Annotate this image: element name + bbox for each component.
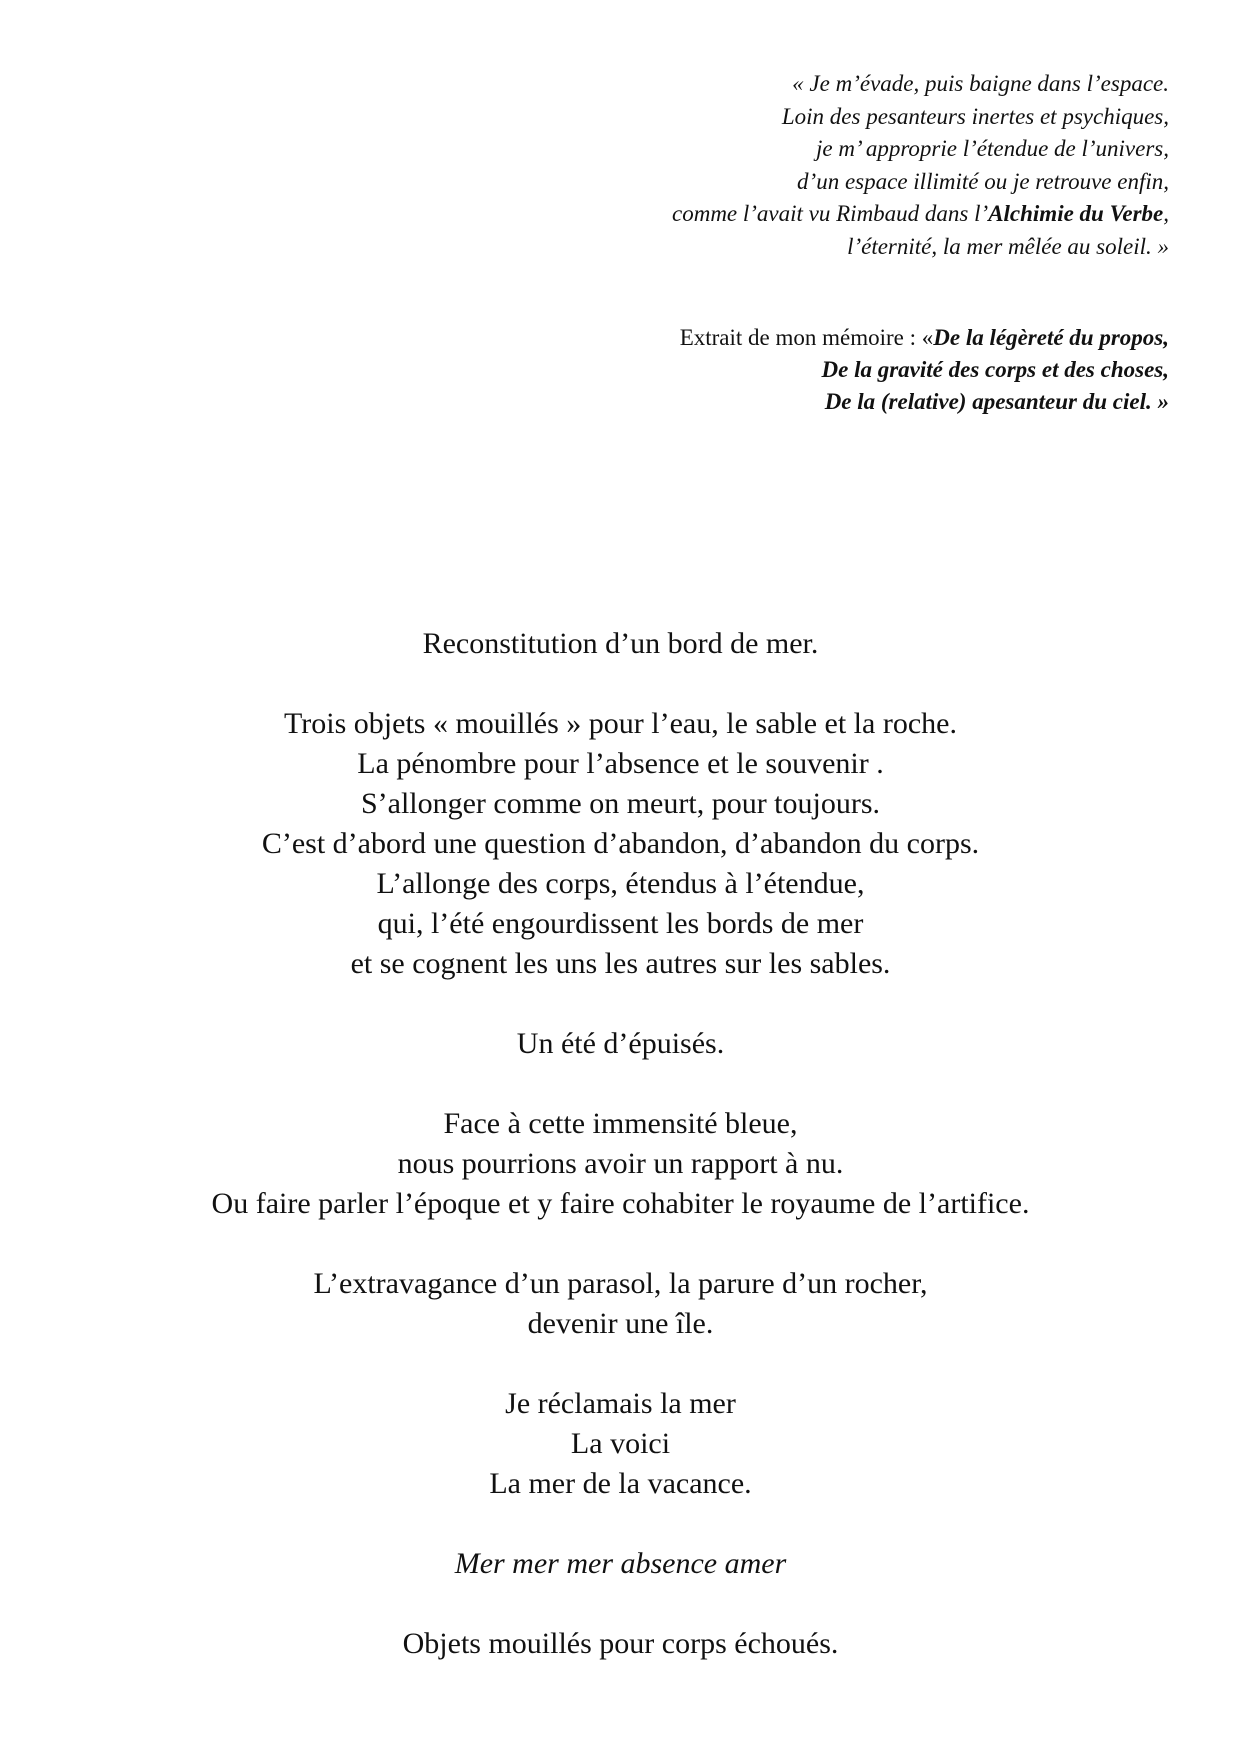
poem-line: Trois objets « mouillés » pour l’eau, le sable et la roche. <box>284 707 957 740</box>
poem-line-italic: Mer mer mer absence amer <box>454 1547 787 1580</box>
poem-stanza <box>0 1624 1241 1664</box>
poem-line: S’allonger comme on meurt, pour toujours. <box>360 787 881 820</box>
poem-heading: Reconstitution d’un bord de mer. <box>422 627 819 660</box>
poem-stanza <box>0 1104 1241 1224</box>
epigraph-line-rimbaud <box>469 198 1169 231</box>
alchimie-du-verbe-title: Alchimie du Verbe <box>988 201 1164 226</box>
poem-line: Je réclamais la mer <box>505 1387 736 1420</box>
source-title-line: De la légèreté du propos, <box>933 325 1169 350</box>
poem-line: La mer de la vacance. <box>489 1467 752 1500</box>
poem-line: La pénombre pour l’absence et le souvenir . <box>357 747 884 780</box>
source-line <box>469 322 1169 354</box>
epigraph-line-prefix: comme l’avait vu Rimbaud dans l’ <box>672 201 989 226</box>
epigraph-line: Loin des pesanteurs inertes et psychiques, <box>781 103 1169 129</box>
poem-line: Ou faire parler l’époque et y faire cohabiter le royaume de l’artifice. <box>211 1187 1030 1220</box>
epigraph-line: l’éternité, la mer mêlée au soleil. » <box>847 233 1169 259</box>
poem-line: L’allonge des corps, étendus à l’étendue, <box>376 867 865 900</box>
poem-stanza <box>0 624 1241 664</box>
poem-stanza <box>0 1384 1241 1504</box>
source-prefix: Extrait de mon mémoire : « <box>679 325 934 350</box>
epigraph-line: « Je m’évade, puis baigne dans l’espace. <box>792 71 1169 96</box>
source-title-line: De la gravité des corps et des choses, <box>821 357 1169 382</box>
epigraph-line: d’un espace illimité ou je retrouve enfin, <box>797 168 1169 194</box>
poem-line: C’est d’abord une question d’abandon, d’abandon du corps. <box>261 827 980 860</box>
poem-line: La voici <box>570 1427 671 1460</box>
poem-stanza <box>0 1264 1241 1344</box>
epigraph-quote <box>469 68 1169 263</box>
poem-line: qui, l’été engourdissent les bords de mer <box>377 907 864 940</box>
source-title-line: De la (relative) apesanteur du ciel. » <box>824 389 1169 414</box>
poem-stanza <box>0 1544 1241 1584</box>
poem-line: Face à cette immensité bleue, <box>443 1107 798 1140</box>
epigraph-line-suffix: , <box>1163 201 1169 226</box>
source-citation <box>469 322 1169 418</box>
poem-stanza <box>0 704 1241 984</box>
poem-body <box>0 624 1241 1664</box>
poem-line: et se cognent les uns les autres sur les sables. <box>350 947 891 980</box>
epigraph-line: je m’ approprie l’étendue de l’univers, <box>816 136 1169 161</box>
poem-line: nous pourrions avoir un rapport à nu. <box>397 1147 844 1180</box>
poem-closing-line: Objets mouillés pour corps échoués. <box>402 1627 839 1660</box>
poem-line: Un été d’épuisés. <box>516 1027 725 1060</box>
poem-line: devenir une île. <box>527 1307 714 1340</box>
poem-stanza <box>0 1024 1241 1064</box>
poem-line: L’extravagance d’un parasol, la parure d’un rocher, <box>313 1267 928 1300</box>
